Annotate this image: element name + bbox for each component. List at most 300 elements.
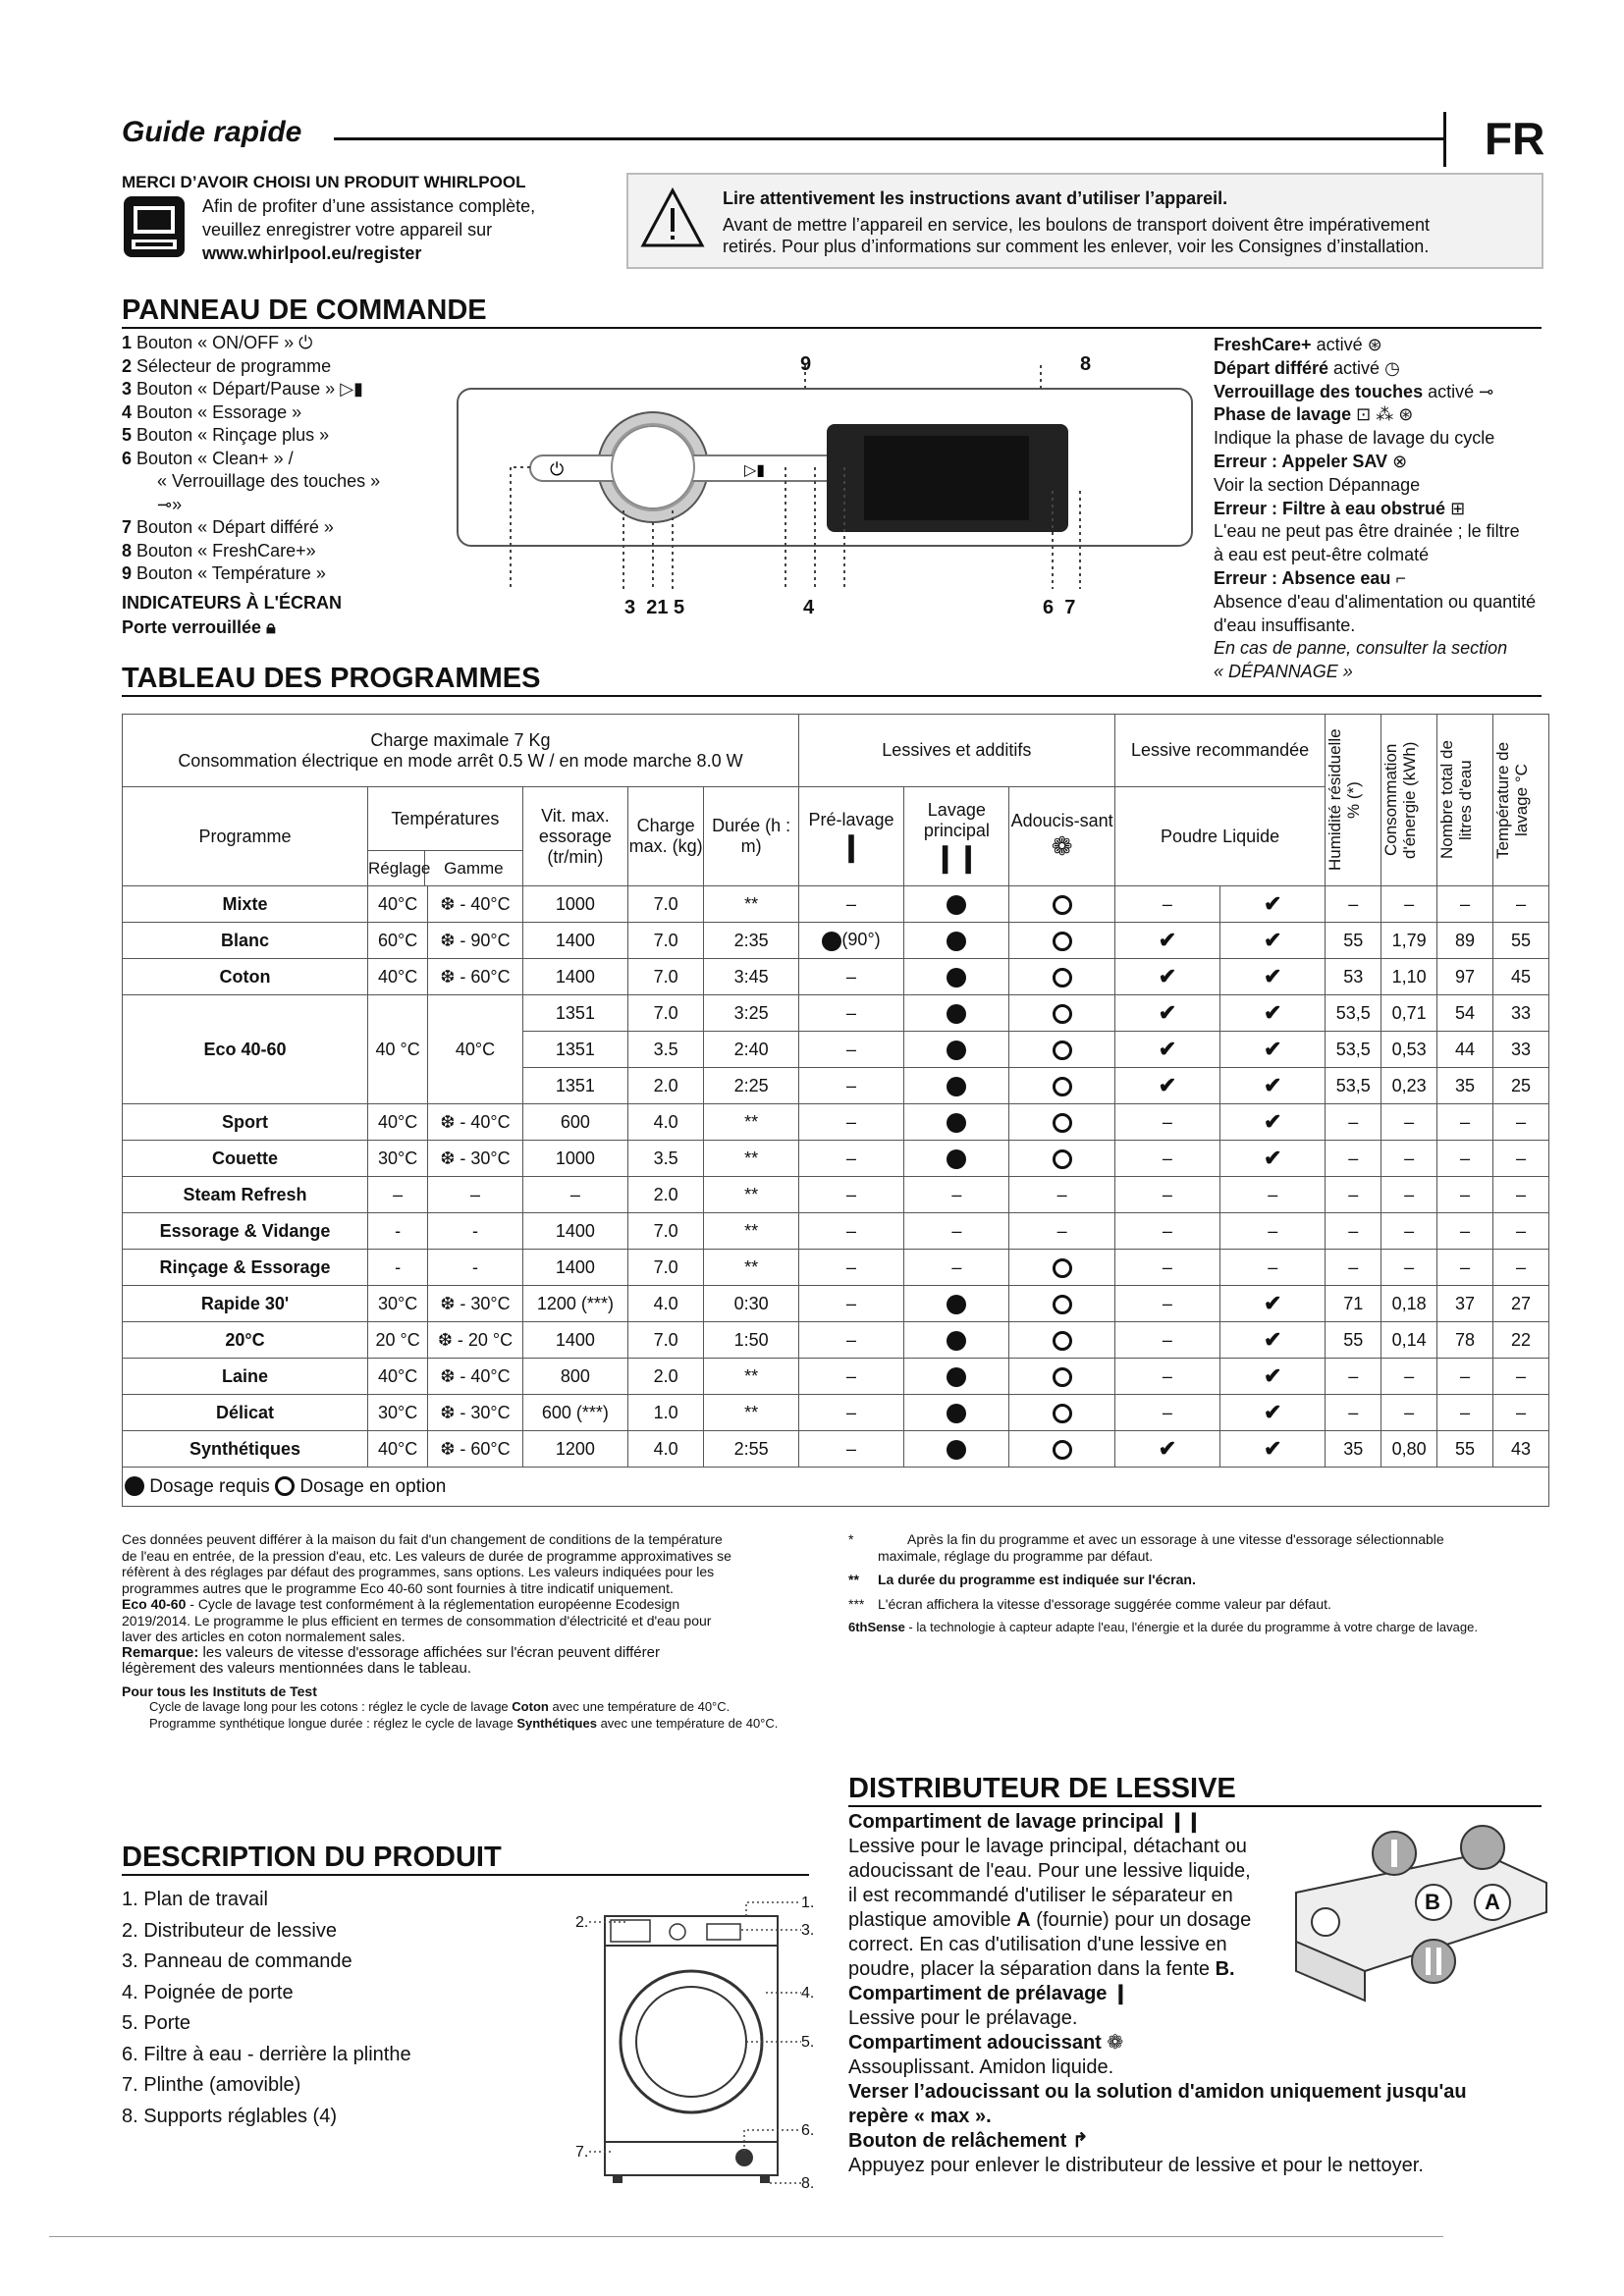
drawer-label-a: A [1485, 1890, 1500, 1914]
dosage-required-icon [947, 1004, 966, 1024]
description-item: 4. Poignée de porte [122, 1981, 294, 2003]
table-head-duree: Durée (h : m) [704, 787, 799, 886]
cell-liq [1220, 1141, 1326, 1177]
indicator-freshcare: FreshCare+ activé ⊛ [1214, 335, 1382, 354]
cell-hum: – [1326, 1104, 1381, 1141]
indicator-delay: Départ différé activé ◷ [1214, 357, 1400, 378]
dosage-optional-icon [1053, 1004, 1072, 1024]
cell-lit: – [1437, 1104, 1493, 1141]
cell-ado [1009, 959, 1114, 995]
cell-chg: 4.0 [628, 1286, 704, 1322]
cell-reg: 30°C [368, 1395, 428, 1431]
programs-table [122, 714, 1549, 1507]
table-head-poudre-liquide: Poudre Liquide [1114, 787, 1326, 886]
table-head-vitmax: Vit. max. essorage (tr/min) [522, 787, 627, 886]
cell-tmp: 33 [1493, 1032, 1549, 1068]
dosage-optional-icon [275, 1476, 295, 1496]
cell-liq [1220, 1322, 1326, 1359]
cell-pou: – [1114, 1250, 1219, 1286]
indicator-error-sav-desc: Voir la section Dépannage [1214, 474, 1421, 495]
check-icon: ✔ [1264, 1073, 1282, 1097]
key-icon: ⊸ [1479, 381, 1494, 401]
panel-item: 4 Bouton « Essorage » [122, 401, 302, 422]
cell-dur: 2:35 [704, 923, 799, 959]
cell-reg: 60°C [368, 923, 428, 959]
notes-left: Ces données peuvent différer à la maison du fait d'un changement de conditions de la température de l'eau en entrée, de la pression d'eau, etc. Les valeurs de durée de programme approximatives se réfèrent à des réglages par défaut des programmes, sans options. Les valeurs indiquées pour les programmes autres que le programme Eco 40-60 sont fournies à titre indicatif uniquement. Eco 40-60 - Cycle de lavage test conformément à la réglementation européenne Ecodesign 2019/2014. Le programme le plus efficient en termes de consommation d'électricité et d'eau pour laver des articles en coton normalement sales. Remarque: les valeurs de vitesse d'essorage affichées sur l'écran peuvent différer légèrement des valeurs mentionnées dans le tableau. Pour tous les Instituts de Test Cycle de lavage long pour les cotons : réglez le cycle de lavage Coton avec une température de 40°C. Programme synthétique longue durée : réglez le cycle de lavage Synthétiques avec une température de 40°C. [122, 1531, 779, 1731]
machine-callout-7: 7. [575, 2144, 589, 2161]
cell-liq [1220, 1359, 1326, 1395]
check-icon: ✔ [1264, 928, 1282, 952]
cell-vit: 1000 [522, 886, 627, 923]
description-list [122, 1885, 411, 2132]
cell-lav [904, 923, 1009, 959]
cell-vit: 1200 [522, 1431, 627, 1468]
table-head-programme: Programme [123, 787, 368, 886]
panel-item: 7 Bouton « Départ différé » [122, 517, 334, 537]
cell-pre: – [798, 1250, 903, 1286]
cell-lit: 54 [1437, 995, 1493, 1032]
cell-chg: 7.0 [628, 995, 704, 1032]
cell-tmp: 33 [1493, 995, 1549, 1032]
dosage-optional-icon [1053, 968, 1072, 988]
cell-vit: 1400 [522, 959, 627, 995]
machine-callout-8: 8. [801, 2175, 815, 2192]
panel-item: « Verrouillage des touches » [157, 471, 381, 491]
callout-3-2-1-5: 3 21 5 [624, 597, 685, 618]
cell-dur: 3:45 [704, 959, 799, 995]
cell-name: Mixte [123, 886, 368, 923]
cell-pou: – [1114, 1213, 1219, 1250]
cell-vit: 1400 [522, 1322, 627, 1359]
cell-name: Sport [123, 1104, 368, 1141]
dosage-required-icon [947, 932, 966, 951]
panel-item: 9 Bouton « Température » [122, 563, 326, 583]
indicator-error-water: Erreur : Absence eau ⌐ [1214, 567, 1406, 588]
dosage-required-icon [947, 1440, 966, 1460]
cell-chg: 7.0 [628, 959, 704, 995]
description-item: 6. Filtre à eau - derrière la plinthe [122, 2043, 411, 2065]
cell-reg: 30°C [368, 1141, 428, 1177]
cell-lit: – [1437, 886, 1493, 923]
dosage-required-icon [947, 1295, 966, 1314]
cell-reg: 30°C [368, 1286, 428, 1322]
callout-4: 4 [803, 597, 815, 618]
programs-section-title: TABLEAU DES PROGRAMMES [122, 663, 541, 694]
cell-pre: – [798, 995, 903, 1032]
cell-ado: – [1009, 1177, 1114, 1213]
cell-gam: - [428, 1213, 523, 1250]
indicator-error-water-desc: d'eau insuffisante. [1214, 614, 1356, 635]
cell-name: Rinçage & Essorage [123, 1250, 368, 1286]
cell-pre: – [798, 1431, 903, 1468]
cell-pou: – [1114, 1359, 1219, 1395]
table-head-load: Charge maximale 7 Kg Consommation électrique en mode arrêt 0.5 W / en mode marche 8.0 W [123, 715, 799, 787]
table-head-conso: Consommation d'énergie (kWh) [1381, 715, 1437, 886]
cell-pou: – [1114, 1177, 1219, 1213]
control-panel-drawing [452, 353, 1198, 614]
cell-con: – [1381, 1359, 1437, 1395]
cell-gam: ❆ - 20 °C [428, 1322, 523, 1359]
cell-vit: 1351 [522, 995, 627, 1032]
cell-pou [1114, 1068, 1219, 1104]
cell-con: – [1381, 1395, 1437, 1431]
dosage-optional-icon [1053, 1404, 1072, 1423]
cell-lav [904, 1032, 1009, 1068]
cell-lit: – [1437, 1213, 1493, 1250]
description-section-title: DESCRIPTION DU PRODUIT [122, 1842, 502, 1873]
cell-lit: 97 [1437, 959, 1493, 995]
cell-lav [904, 1431, 1009, 1468]
warning-line: Avant de mettre l’appareil en service, les boulons de transport doivent être impérativement [723, 215, 1431, 235]
indicator-wash-phase: Phase de lavage ⊡ ⁂ ⊛ [1214, 404, 1414, 425]
cell-ado [1009, 1322, 1114, 1359]
cell-reg: 40°C [368, 1104, 428, 1141]
indicator-error-water-desc: Absence d'eau d'alimentation ou quantité [1214, 591, 1537, 612]
title-rule-vertical [1443, 112, 1446, 167]
cell-ado [1009, 1032, 1114, 1068]
check-icon: ✔ [1264, 1109, 1282, 1134]
cell-tmp: – [1493, 1141, 1549, 1177]
cell-reg: 40 °C [368, 995, 428, 1104]
key-icon: ⊸ [157, 494, 173, 514]
cell-lav [904, 1322, 1009, 1359]
cell-gam: ❆ - 30°C [428, 1286, 523, 1322]
cell-reg: - [368, 1250, 428, 1286]
cell-vit: – [522, 1177, 627, 1213]
cell-con: – [1381, 1141, 1437, 1177]
indicator-error-filter-desc: L'eau ne peut pas être drainée ; le filtre [1214, 521, 1520, 542]
dosage-optional-icon [1053, 1258, 1072, 1278]
programs-table-body [123, 886, 1549, 1468]
cell-pre: – [798, 886, 903, 923]
clock-icon: ◷ [1384, 357, 1400, 378]
panel-item: 5 Bouton « Rinçage plus » [122, 425, 330, 445]
softener-icon: ❁ [1051, 831, 1073, 861]
cell-tmp: – [1493, 1213, 1549, 1250]
cell-lit: – [1437, 1250, 1493, 1286]
cell-dur: ** [704, 886, 799, 923]
dosage-optional-icon [1053, 1113, 1072, 1133]
cell-tmp: 45 [1493, 959, 1549, 995]
cell-dur: ** [704, 1359, 799, 1395]
cell-vit: 1000 [522, 1141, 627, 1177]
table-row [123, 1213, 1549, 1250]
cell-lav [904, 959, 1009, 995]
dosage-optional-icon [1053, 1331, 1072, 1351]
door-locked-label: Porte verrouillée 🔒︎ [122, 617, 276, 637]
cell-con: 0,53 [1381, 1032, 1437, 1068]
cell-lav [904, 1395, 1009, 1431]
cell-dur: 2:55 [704, 1431, 799, 1468]
table-head-humidite: Humidité résiduelle % (*) [1326, 715, 1381, 886]
table-row [123, 886, 1549, 923]
cell-tmp: – [1493, 1177, 1549, 1213]
cell-lav [904, 995, 1009, 1032]
warning-title: Lire attentivement les instructions avant d’utiliser l’appareil. [723, 188, 1228, 208]
table-head-adoucis: Adoucis-sant ❁ [1009, 787, 1114, 886]
programs-section-rule [122, 695, 1542, 697]
cell-con: – [1381, 1177, 1437, 1213]
dosage-optional-icon [1053, 1077, 1072, 1096]
panel-item: 1 Bouton « ON/OFF » ⏻ [122, 333, 313, 352]
cell-chg: 4.0 [628, 1104, 704, 1141]
cell-name: Steam Refresh [123, 1177, 368, 1213]
cell-chg: 1.0 [628, 1395, 704, 1431]
cell-lav [904, 1104, 1009, 1141]
cell-liq [1220, 1032, 1326, 1068]
cell-lav: – [904, 1250, 1009, 1286]
dosage-required-icon [947, 968, 966, 988]
table-row [123, 1359, 1549, 1395]
cell-ado [1009, 1395, 1114, 1431]
cell-pou [1114, 995, 1219, 1032]
table-row [123, 1141, 1549, 1177]
cell-vit: 1200 (***) [522, 1286, 627, 1322]
cell-ado [1009, 1431, 1114, 1468]
cell-hum: 53 [1326, 959, 1381, 995]
cell-pou: – [1114, 1322, 1219, 1359]
dosage-optional-icon [1053, 1041, 1072, 1060]
dosage-required-icon [947, 1041, 966, 1060]
cell-pou: – [1114, 1141, 1219, 1177]
cell-ado [1009, 995, 1114, 1032]
cell-name: Délicat [123, 1395, 368, 1431]
cell-pre: – [798, 1286, 903, 1322]
machine-callout-6: 6. [801, 2122, 815, 2139]
cell-vit: 1400 [522, 1213, 627, 1250]
cell-gam: ❆ - 60°C [428, 959, 523, 995]
check-icon: ✔ [1158, 928, 1177, 952]
prewash-icon: ❙ [1111, 1983, 1129, 2004]
cell-con: – [1381, 886, 1437, 923]
table-row [123, 995, 1549, 1032]
cell-pou: – [1114, 1395, 1219, 1431]
description-item: 7. Plinthe (amovible) [122, 2074, 301, 2096]
description-item: 8. Supports réglables (4) [122, 2105, 338, 2127]
cell-reg: 40°C [368, 886, 428, 923]
cell-pou [1114, 923, 1219, 959]
dosage-required-icon [947, 1149, 966, 1169]
thanks-heading: MERCI D’AVOIR CHOISI UN PRODUIT WHIRLPOOL [122, 173, 526, 191]
svg-text:⏻: ⏻ [550, 459, 565, 480]
freshcare-icon: ⊛ [1367, 335, 1382, 354]
cell-pou [1114, 959, 1219, 995]
register-url[interactable]: www.whirlpool.eu/register [202, 243, 422, 263]
cell-chg: 3.5 [628, 1141, 704, 1177]
register-line: veuillez enregistrer votre appareil sur [202, 220, 493, 240]
cell-con: 0,14 [1381, 1322, 1437, 1359]
indicator-wash-phase-desc: Indique la phase de lavage du cycle [1214, 428, 1495, 449]
cell-name: Synthétiques [123, 1431, 368, 1468]
check-icon: ✔ [1264, 1363, 1282, 1388]
cell-dur: 0:30 [704, 1286, 799, 1322]
table-row [123, 959, 1549, 995]
cell-hum: – [1326, 886, 1381, 923]
cell-con: – [1381, 1104, 1437, 1141]
cell-liq [1220, 995, 1326, 1032]
dosage-optional-icon [1053, 1440, 1072, 1460]
cell-liq: – [1220, 1213, 1326, 1250]
cell-tmp: – [1493, 1395, 1549, 1431]
cell-chg: 2.0 [628, 1359, 704, 1395]
callout-6-7: 6 7 [1043, 597, 1076, 618]
cell-gam: ❆ - 40°C [428, 1359, 523, 1395]
cell-hum: – [1326, 1359, 1381, 1395]
check-icon: ✔ [1158, 1037, 1177, 1061]
cell-lit: 78 [1437, 1322, 1493, 1359]
cell-liq [1220, 1068, 1326, 1104]
indicator-error-sav: Erreur : Appeler SAV ⊗ [1214, 451, 1408, 471]
title-rule [334, 137, 1443, 140]
cell-gam: ❆ - 60°C [428, 1431, 523, 1468]
table-head-litres: Nombre total de litres d'eau [1437, 715, 1493, 886]
indicator-error-filter: Erreur : Filtre à eau obstrué ⊞ [1214, 498, 1466, 518]
cell-dur: ** [704, 1250, 799, 1286]
cell-name: Laine [123, 1359, 368, 1395]
check-icon: ✔ [1264, 1000, 1282, 1025]
cell-chg: 7.0 [628, 923, 704, 959]
panel-item: ⊸» [157, 494, 183, 514]
cell-hum: 71 [1326, 1286, 1381, 1322]
cell-name: Essorage & Vidange [123, 1213, 368, 1250]
cell-hum: – [1326, 1177, 1381, 1213]
cell-pre: – [798, 1068, 903, 1104]
table-legend: Dosage requis Dosage en option [123, 1468, 1549, 1507]
cell-ado [1009, 1359, 1114, 1395]
cell-ado [1009, 1104, 1114, 1141]
cell-pre: – [798, 1032, 903, 1068]
check-icon: ✔ [1264, 1400, 1282, 1424]
cell-pre: – [798, 959, 903, 995]
cell-gam: ❆ - 30°C [428, 1141, 523, 1177]
machine-callout-3: 3. [801, 1922, 815, 1939]
table-row [123, 1395, 1549, 1431]
computer-icon [122, 194, 187, 259]
cell-lav [904, 1359, 1009, 1395]
distributor-section-rule [848, 1805, 1542, 1807]
language-code: FR [1485, 113, 1545, 164]
lock-icon: 🔒︎ [266, 617, 276, 637]
cell-hum: – [1326, 1213, 1381, 1250]
cell-vit: 800 [522, 1359, 627, 1395]
cell-chg: 7.0 [628, 1213, 704, 1250]
cell-con: – [1381, 1250, 1437, 1286]
dosage-optional-icon [1053, 1367, 1072, 1387]
cell-dur: 3:25 [704, 995, 799, 1032]
cell-dur: ** [704, 1395, 799, 1431]
table-row [123, 1286, 1549, 1322]
cell-con: 0,23 [1381, 1068, 1437, 1104]
cell-name: Blanc [123, 923, 368, 959]
cell-pou [1114, 1431, 1219, 1468]
cell-tmp: 43 [1493, 1431, 1549, 1468]
mainwash-icon: ❙❙ [1168, 1811, 1203, 1833]
drawer-label-b: B [1425, 1890, 1440, 1914]
cell-liq: – [1220, 1250, 1326, 1286]
distributor-text: Compartiment de lavage principal ❙❙ Lessive pour le lavage principal, détachant ou adoucissant de l'eau. Pour une lessive liquide, il est recommandé d'utiliser le séparateur en plastique amovible A (fournie) pour un dosage correct. En cas d'utilisation d'une lessive en poudre, placer la séparation dans la fente B. Compartiment de prélavage ❙ Lessive pour le prélavage. Compartiment adoucissant ❁ Assouplissant. Amidon liquide. Verser l’adoucissant ou la solution d'amidon uniquement jusqu'au repère « max ». Bouton de relâchement ↱ Appuyez pour enlever le distributeur de lessive et pour le nettoyer. [848, 1811, 1467, 2176]
panel-item: 6 Bouton « Clean+ » / [122, 448, 294, 468]
cell-gam: ❆ - 40°C [428, 886, 523, 923]
cell-dur: ** [704, 1141, 799, 1177]
cell-liq [1220, 1431, 1326, 1468]
cell-hum: 53,5 [1326, 1032, 1381, 1068]
cell-lit: 35 [1437, 1068, 1493, 1104]
cell-reg: 40°C [368, 1359, 428, 1395]
cell-dur: 1:50 [704, 1322, 799, 1359]
cell-tmp: – [1493, 1359, 1549, 1395]
callout-8: 8 [1080, 353, 1092, 375]
cell-dur: ** [704, 1104, 799, 1141]
screen-indicator-list [1214, 334, 1547, 684]
cell-lit: 37 [1437, 1286, 1493, 1322]
callout-9: 9 [800, 353, 812, 375]
panel-item: 2 Sélecteur de programme [122, 355, 332, 376]
service-icon: ⊗ [1392, 451, 1408, 471]
cell-pre: – [798, 1213, 903, 1250]
cell-con: 1,79 [1381, 923, 1437, 959]
release-arrow-icon: ↱ [1071, 2130, 1089, 2152]
table-row [123, 1431, 1549, 1468]
cell-reg: 40°C [368, 959, 428, 995]
bottom-rule [49, 2236, 1443, 2237]
cell-vit: 1400 [522, 923, 627, 959]
cell-pre: – [798, 1359, 903, 1395]
cell-name: Eco 40-60 [123, 995, 368, 1104]
cell-liq [1220, 959, 1326, 995]
cell-pou: – [1114, 886, 1219, 923]
cell-chg: 3.5 [628, 1032, 704, 1068]
cell-gam: - [428, 1250, 523, 1286]
cell-con: 0,80 [1381, 1431, 1437, 1468]
cell-liq: – [1220, 1177, 1326, 1213]
cell-tmp: 22 [1493, 1322, 1549, 1359]
table-row [123, 1250, 1549, 1286]
cell-lit: – [1437, 1395, 1493, 1431]
dosage-required-icon [947, 1331, 966, 1351]
cell-liq [1220, 1104, 1326, 1141]
table-row [123, 1322, 1549, 1359]
cell-reg: - [368, 1213, 428, 1250]
dosage-required-icon [947, 1113, 966, 1133]
cell-name: Coton [123, 959, 368, 995]
cell-vit: 600 (***) [522, 1395, 627, 1431]
cell-name: Rapide 30' [123, 1286, 368, 1322]
table-head-lavage: Lavage principal ❙❙ [904, 787, 1009, 886]
warning-icon [640, 187, 705, 251]
cell-lit: 89 [1437, 923, 1493, 959]
dosage-required-icon [125, 1476, 144, 1496]
table-head-prelavage: Pré-lavage ❙ [798, 787, 903, 886]
washing-machine-drawing [569, 1895, 825, 2204]
indicator-key-lock: Verrouillage des touches activé ⊸ [1214, 381, 1494, 401]
cell-name: 20°C [123, 1322, 368, 1359]
cell-name: Couette [123, 1141, 368, 1177]
dosage-optional-icon [1053, 1295, 1072, 1314]
check-icon: ✔ [1264, 1327, 1282, 1352]
cell-ado [1009, 886, 1114, 923]
cell-ado [1009, 1141, 1114, 1177]
check-icon: ✔ [1264, 1291, 1282, 1315]
cell-hum: 35 [1326, 1431, 1381, 1468]
check-icon: ✔ [1264, 1037, 1282, 1061]
cell-dur: 2:40 [704, 1032, 799, 1068]
cell-tmp: 27 [1493, 1286, 1549, 1322]
panne-note: « DÉPANNAGE » [1214, 662, 1353, 682]
cell-reg: 40°C [368, 1431, 428, 1468]
warning-line: retirés. Pour plus d’informations sur comment les enlever, voir les Consignes d’installation. [723, 237, 1430, 256]
distributor-section-title: DISTRIBUTEUR DE LESSIVE [848, 1773, 1236, 1804]
cell-tmp: – [1493, 1104, 1549, 1141]
